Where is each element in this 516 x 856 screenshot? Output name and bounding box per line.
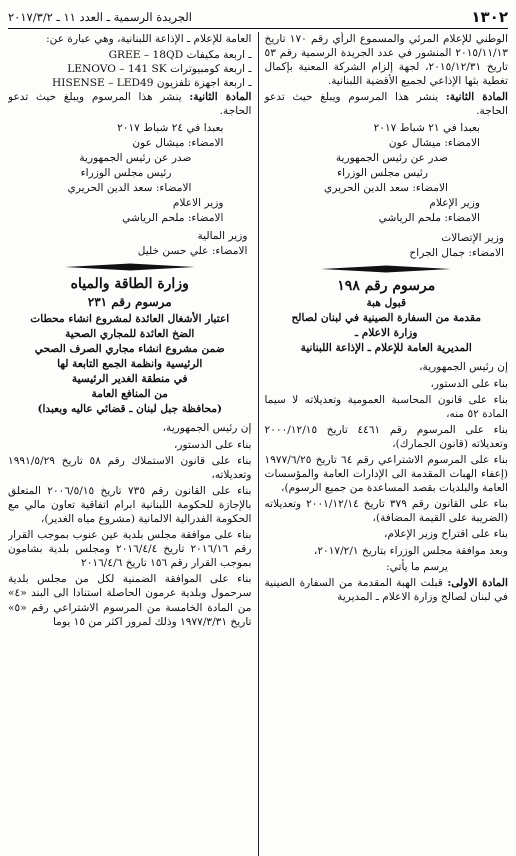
preamble: بناء على القانون رقم ٣٧٩ تاريخ ٢٠٠١/١٢/١٤ وتعديلاته (الضريبة على القيمة المضافة)، [264, 498, 508, 525]
page-columns [8, 32, 508, 856]
decree-title: من المنافع العامة [91, 388, 168, 401]
gazette-header-title: الجريدة الرسمية ـ العدد ١١ ـ ٢٠١٧/٣/٢ [8, 10, 192, 24]
article-label: المادة الثانية: [445, 91, 508, 104]
signature-minister: الامضاء: علي حسن خليل [137, 245, 248, 258]
list-item [8, 48, 252, 62]
item-label: ـ اربعة مكيفات [186, 49, 252, 62]
decree-title: اعتبار الأشغال العائدة لمشروع انشاء محطات [30, 313, 230, 326]
decree-title: في منطقة الغدير الرئيسية [71, 373, 188, 386]
decree-title: المديرية العامة للإعلام ـ الإذاعة اللبنانية [300, 342, 472, 355]
signature-pm: الامضاء: سعد الدين الحريري [67, 181, 192, 194]
decree-title: الضخ العائدة للمجاري الصحية [65, 328, 195, 341]
decree-title: الرئيسية وانظمة الجمع التابعة لها [57, 358, 203, 371]
preamble: بناء على الموافقة الضمنية لكل من مجلس بلدية سرحمول وبلدية عرمون الحاصلة استنادا الى البند «٤» من المادة الخامسة من المرسوم الاشتراعي رقم «٥» تاريخ ١٩٧٧/٣/٣١ وذلك لمرور اكثر من ١٥ يوما [8, 573, 252, 628]
signature-president: الامضاء: ميشال عون [388, 136, 480, 149]
article-label: المادة الثانية: [189, 91, 252, 104]
list-item [8, 62, 252, 76]
preamble: بناء على موافقة مجلس بلدية عين عنوب بموجب القرار رقم ٢٠١٦/١٦ تاريخ ٢٠١٦/٤/٤ ومجلس بلدية بشامون بموجب القرار رقم ١٥٦ تاريخ ٢٠١٦/٤/٦ [8, 529, 252, 570]
decree-number: مرسوم رقم ١٩٨ [337, 278, 436, 295]
left-column [8, 32, 258, 856]
section-divider-ornament [265, 265, 509, 273]
decree-title: قبول هبة [366, 297, 407, 310]
signature-president: الامضاء: ميشال عون [132, 136, 224, 149]
minister-title: وزير المالية [197, 230, 248, 243]
decree-clause: يرسم ما يأتي: [386, 560, 448, 573]
item-label: ـ اربعة كومبيوترات [170, 63, 252, 76]
preamble: بناء على المرسوم رقم ٤٤٦١ تاريخ ٢٠٠٠/١٢/١٥ وتعديلاته (قانون الجمارك)، [264, 423, 508, 450]
paragraph: العامة للإعلام ـ الإذاعة اللبنانية، وهي عبارة عن: [46, 33, 252, 45]
decree-date: بعبدا في ٢١ شباط ٢٠١٧ [373, 121, 480, 134]
preamble: بناء على اقتراح وزير الإعلام، [384, 528, 508, 541]
preamble: بناء على المرسوم الاشتراعي رقم ٦٤ تاريخ ١٩٧٧/٦/٢٥ (إعفاء الهبات المقدمة الى الإدارات العامة والمؤسسات العامة والبلديات بقصد المساعدة من جميع الرسوم)، [264, 453, 508, 495]
section-divider-ornament [8, 263, 252, 271]
preamble: بناء على الدستور، [430, 377, 508, 390]
decree-title: ضمن مشروع انشاء مجاري الصرف الصحي [34, 343, 225, 356]
pm-title: رئيس مجلس الوزراء [337, 166, 428, 179]
right-column [258, 32, 509, 856]
item-model: LENOVO – 141 SK [67, 63, 167, 76]
minister-title: وزير الاعلام [172, 197, 224, 210]
signature-minister: الامضاء: ملحم الرياشي [378, 212, 480, 225]
article-2 [265, 90, 509, 118]
decree-date: بعبدا في ٢٤ شباط ٢٠١٧ [117, 121, 224, 134]
article-text: قبلت الهبة المقدمة من السفارة الصينية في لبنان لصالح وزارة الاعلام ـ المديرية [264, 576, 508, 603]
article-2 [8, 90, 252, 118]
page-number: ١٣٠٢ [471, 8, 508, 26]
decree-number: مرسوم رقم ٢٣١ [87, 295, 172, 310]
signature-pm: الامضاء: سعد الدين الحريري [324, 181, 448, 194]
ministry-title: وزارة الطاقة والمياه [70, 276, 189, 293]
article-1 [265, 576, 509, 604]
preamble: بناء على قانون الاستملاك رقم ٥٨ تاريخ ١٩٩١/٥/٢٩ وتعديلاته، [8, 454, 252, 481]
minister-title: وزير الإتصالات [441, 232, 504, 245]
preamble: بناء على الدستور، [173, 438, 252, 451]
item-model: GREE – 18QD [108, 49, 184, 62]
page-header [8, 6, 508, 29]
issued-by: صدر عن رئيس الجمهورية [79, 151, 192, 164]
preamble: بناء على القانون رقم ٧٣٥ تاريخ ٢٠٠٦/٥/١٥ المتعلق بالإجازة للحكومة اللبنانية ابرام اتفاقية تعاون مالي مع الحكومة الفدرالية الالمانية (مشروع مياه الغدير)، [8, 484, 252, 525]
item-label: ـ اربعة اجهزة تلفزيون [156, 77, 252, 90]
signature-minister: الامضاء: ملحم الرياشي [122, 212, 224, 225]
minister-title: وزير الإعلام [429, 197, 480, 210]
preamble: إن رئيس الجمهورية، [419, 361, 508, 374]
article-label: المادة الاولى: [447, 576, 508, 589]
pm-title: رئيس مجلس الوزراء [80, 166, 172, 179]
signature-minister: الامضاء: جمال الجراح [409, 247, 504, 260]
paragraph: الوطني للإعلام المرئي والمسموع الرأي رقم ١٧٠ تاريخ ٢٠١٥/١١/١٣ المنشور في عدد الجريدة الرسمية رقم ٥٣ تاريخ ٢٠١٥/١٢/٣١، لجهة إلزام الشركة المعنية بإكمال تغطية بثها الإذاعي لجميع الأقضية اللبنانية. [264, 33, 508, 88]
article-text: ينشر هذا المرسوم ويبلغ حيث تدعو الحاجة. [8, 91, 252, 118]
preamble: إن رئيس الجمهورية، [162, 422, 252, 435]
preamble: وبعد موافقة مجلس الوزراء بتاريخ ٢٠١٧/٢/١، [313, 544, 508, 557]
preamble: بناء على قانون المحاسبة العمومية وتعديلاته لا سيما المادة ٥٢ منه، [264, 393, 508, 420]
decree-title: مقدمة من السفارة الصينية في لبنان لصالح [291, 312, 482, 325]
issued-by: صدر عن رئيس الجمهورية [335, 151, 448, 164]
decree-subtitle: (محافظة جبل لبنان ـ قضائي عاليه وبعبدا) [37, 403, 223, 416]
item-model: HISENSE – LED49 [52, 77, 154, 90]
decree-title: وزارة الاعلام ـ [354, 327, 418, 340]
list-item [8, 76, 252, 90]
article-text: ينشر هذا المرسوم ويبلغ حيث تدعو الحاجة. [264, 91, 508, 118]
